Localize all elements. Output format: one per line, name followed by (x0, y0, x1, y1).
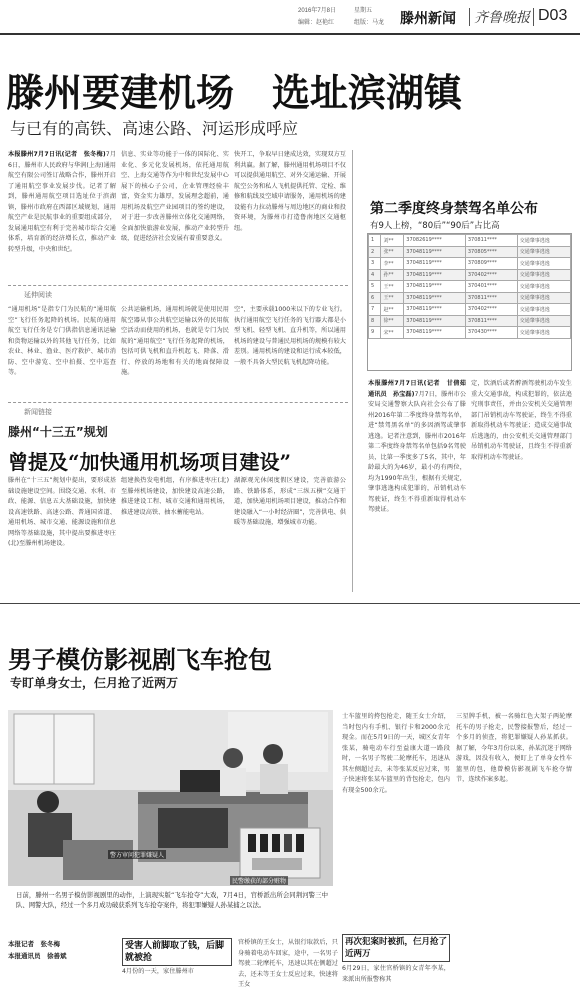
feature-byline-reporter: 本报记者 张冬梅 (8, 940, 60, 948)
header-editor: 编辑：赵艳红 (298, 20, 335, 26)
feature-headline: 男子模仿影视剧飞车抢包 (8, 645, 272, 674)
table-cell-plate: 370430**** (465, 327, 517, 339)
table-cell-reason: 交通肇事逃逸 (517, 258, 570, 270)
table-cell-name: 王** (381, 281, 404, 293)
feature-byline-correspondent: 本报通讯员 徐善斌 (8, 952, 67, 960)
table-row (369, 269, 571, 281)
table-cell-n: 3 (369, 258, 381, 270)
table-cell-n: 4 (369, 269, 381, 281)
lead-subhead: 与已有的高铁、高速公路、河运形成呼应 (10, 119, 299, 138)
table-cell-id: 37048119**** (404, 269, 466, 281)
reading-col1: “通用机场”是指专门为民航的“通用航空”飞行任务起降的机场。民航的通用航空飞行任务是专门供指信息通讯运输和货物运输以外的其他飞行任务，比如农业、林业、渔业、医疗救护、城市消防、空中游览、空中拍摄、空中巡查等。 (8, 306, 116, 376)
table-cell-name: 徐** (381, 315, 404, 327)
newslink-col2: 组建换热发电机组，有序推进枣庄(北)至滕州机场建设，加快建设高速公路，推进建设工程、城市交通和通用机场，推进建设高铁、抽水蓄能电站。 (121, 477, 229, 516)
ranking-table (367, 233, 572, 371)
table-cell-name: 张** (381, 246, 404, 258)
ranking-col2: 定，饮酒后或者醉酒驾驶机动车发生重大交通事故，构成犯罪的，依法追究刑事责任，并由公安机关交通管理部门吊销机动车驾驶证，终生不得重新取得机动车驾驶证；造成交通事故后逃逸的，由公安机关交通管理部门吊销机动车驾驶证，且终生不得重新取得机动车驾驶证。 (471, 380, 572, 461)
table-cell-reason: 交通肇事逃逸 (517, 269, 570, 281)
table-row (369, 281, 571, 293)
feature-subhead: 专盯单身女士，仨月抢了近两万 (10, 676, 179, 690)
table-cell-name: 宋** (381, 327, 404, 339)
header-date: 2016年7月8日 (298, 8, 337, 14)
table-cell-id: 37048119**** (404, 304, 466, 316)
table-cell-plate: 370402**** (465, 269, 517, 281)
table-cell-name: 赵** (381, 304, 404, 316)
table-cell-reason: 交通肇事逃逸 (517, 304, 570, 316)
lead-col2: 信息、实业等功能于一体的国际化、实业化、多元化发展机场，依托通用航空、上海交通等作为中和世纪发展中心展下的核心子公司，企业管理经验丰富，资金实力雄厚，发展理念超前，通用机场及航空产业园项目的签约建设，对于进一步改善滕州立体化交通网络，全面加快旅游业发展，推动产业转型升级，促进经济社会发展有着重要意义。 (121, 151, 229, 242)
reading-col3: 空”，主要承载1000米以下的专业飞行。执行通用航空飞行任务的飞行器大都是小型飞机、轻型飞机、直升机等，所以通用机场的建设与普通民用机场的规模有较大差别。通用机场的建设和运行成本较低，一般不具备大型民航飞机起降功能。 (234, 306, 346, 366)
header-weekday: 星期五 (354, 8, 373, 14)
table-cell-n: 6 (369, 292, 381, 304)
box2-text: 6月29日，家住官桥镇的女青年李某，来派出所报警称其 (342, 965, 450, 983)
photo-caption-left: 警方审问犯罪嫌疑人 (110, 852, 165, 859)
box1-title: 受害人前脚取了钱，后脚就被抢 (122, 938, 232, 966)
newslink-headline: 曾提及“加快通用机场项目建设” (8, 450, 292, 474)
table-cell-name: 孙** (381, 269, 404, 281)
table-cell-plate: 370401**** (465, 281, 517, 293)
reading-col2: 公共运输机场，通用机场就是使用民用航空器从事公共航空运输以外的民用航空活动而使用的机场，也就是专门为民航的“通用航空”飞行任务起降的机场，包括可供飞机和直升机起飞、降落、滑行、停放的场地和有关的地面保障设施。 (121, 306, 229, 376)
table-cell-reason: 交通肇事逃逸 (517, 327, 570, 339)
table-cell-n: 9 (369, 327, 381, 339)
newslink-col3: 湖源观光休闲度假区建设，完善旅游公路、铁路体系，形成“三纵五横”交通干道，加快通用机场项目建设，推动合作和建设融入“一小时经济圈”，完善供电、供暖等基础设施，增强城市功能。 (234, 477, 346, 526)
header-paper-logo: 齐鲁晚报 (474, 10, 530, 26)
feature-photo-illustration (8, 710, 333, 886)
lead-col1 (8, 150, 116, 277)
table-cell-plate: 370805**** (465, 246, 517, 258)
table-cell-n: 8 (369, 315, 381, 327)
table-cell-plate: 370809**** (465, 258, 517, 270)
table-cell-id: 37082619**** (404, 235, 466, 247)
table-cell-plate: 370402**** (465, 304, 517, 316)
table-cell-reason: 交通肇事逃逸 (517, 235, 570, 247)
table-cell-n: 1 (369, 235, 381, 247)
lead-col1-text: 本报滕州7月7日讯(记者 张冬梅)7月6日，滕州市人民政府与华润(上海)通用航空有限公司签订战略合作，滕州开启了通用航空事业发展步伐。记者了解到，滕州通用航空项目选址位于滨湖镇，滕州市政府在西部区域规划，通用航空产业是民航事业的重要组成部分，发展通用航空有利于完善城市综合交通体系，培育新的经济增长点，推动产业转型升级，中央和世纪。 (8, 151, 117, 253)
ranking-col1 (368, 379, 473, 591)
table-cell-id: 37048119**** (404, 246, 466, 258)
feature-photo (8, 710, 333, 886)
ranking-col1-text: 本报滕州7月7日讯(记者 甘倩茹 通讯员 孙宝磊)7月7日，滕州市公安局交通警察大队向社会公布了滕州2016年第二季度终身禁驾名单，进“禁驾黑名单”的多因酒驾或肇事逃逸。记者注意到，滕州市2016年第二季度终身禁驾名单包括9名驾驶员，比第一季度多了5名，其中，年龄最大的为46岁，最小的有两位，均为1990年出生，根据有关规定，肇事逃逸构成犯罪的，吊销机动车驾驶证，终生不得重新取得机动车驾驶证。 (368, 380, 473, 513)
ranking-subhead: 有9人上榜，“80后”“90后”占比高 (370, 221, 500, 231)
table-cell-plate: 370811**** (465, 235, 517, 247)
table-cell-reason: 交通肇事逃逸 (517, 246, 570, 258)
reading-tag: 延伸阅读 (24, 291, 52, 299)
table-row (369, 304, 571, 316)
table-cell-n: 5 (369, 281, 381, 293)
table-row (369, 246, 571, 258)
photo-caption-right: 民警缴获的部分赃物 (232, 878, 287, 885)
table-cell-id: 37048119**** (404, 258, 466, 270)
table-cell-id: 37048119**** (404, 292, 466, 304)
table-cell-id: 37048119**** (404, 327, 466, 339)
table-cell-id: 37048119**** (404, 281, 466, 293)
table-cell-name: 刘** (381, 235, 404, 247)
table-row (369, 327, 571, 339)
table-row (369, 292, 571, 304)
feature-photo-description: 日前，滕州一名男子模仿影视剧里的动作，上演现实版“飞车抢夺”大戏，7月4日，官桥派出所会同荆河警三中队、网警大队，经过一个多月成功破获系列飞车抢夺案件，将犯罪嫌疑人孙某捕之以法。 (16, 891, 328, 909)
box1-text: 4月份的一天，家住滕州市 (122, 968, 194, 975)
feature-col-c: 三星牌手机，被一名骑红色大架子两轮摩托车的男子抢走，民警接报警后，经过一个多月的侦查，将犯罪嫌疑人孙某抓获。据了解，今年3月份以来，孙某沉迷于网络游戏，因没有收入，便盯上了单身女性车篮里的包，他曾模仿影视剧飞车抢夺情节，连续作案多起。 (456, 713, 572, 783)
header-rule (0, 33, 580, 35)
feature-col-a: 官桥镇的王女士，从银行取款后，只身骑着电动车回家，途中，一名男子驾驶二轮摩托车，迅速以其在侧超过去，还未等王女士反应过来，快速将王女 (238, 939, 338, 988)
header-page-number: D03 (538, 7, 568, 24)
table-cell-reason: 交通肇事逃逸 (517, 292, 570, 304)
newslink-tag: 新闻链接 (24, 408, 52, 416)
table-cell-name: 李** (381, 258, 404, 270)
box2-title: 再次犯案时被抓，仨月抢了近两万 (342, 934, 450, 962)
table-cell-name: 王** (381, 292, 404, 304)
table-cell-reason: 交通肇事逃逸 (517, 315, 570, 327)
feature-col-b: 士车篮里的挎包抢走，随王女士介绍，当时包内有手机、银行卡和2000余元现金。而在5月9日的一天，城区女青年张某，骑电动车行至益康大道一路段时，一名男子驾驶二轮摩托车，迅速从其左侧超过去，未等张某反应过来，男子快速将张某车篮里的背包抢走，包内有现金500余元。 (342, 713, 450, 794)
table-row (369, 235, 571, 247)
table-cell-n: 7 (369, 304, 381, 316)
table-cell-plate: 370811**** (465, 315, 517, 327)
ranking-headline: 第二季度终身禁驾名单公布 (370, 201, 538, 217)
table-cell-plate: 370811**** (465, 292, 517, 304)
table-cell-reason: 交通肇事逃逸 (517, 281, 570, 293)
table-cell-n: 2 (369, 246, 381, 258)
table-cell-id: 37048119**** (404, 315, 466, 327)
table-row (369, 315, 571, 327)
lead-headline: 滕州要建机场 选址滨湖镇 (6, 70, 463, 115)
header-section: 滕州新闻 (400, 11, 456, 27)
header-layout: 组版：马龙 (354, 20, 385, 26)
table-row (369, 258, 571, 270)
newslink-col1: 滕州在“十三五”规划中提出，要形成基础设施建设空间。围绕交通、水利、市政、能源、信息五大基础设施，加快建设高速铁路、高速公路、普通国省道、通用机场、城市交通、能源设施和信息网络等基础设施，其中提出要推进枣庄(北)至滕州机场建设。 (8, 477, 116, 547)
newslink-kicker: 滕州“十三五”规划 (8, 425, 108, 439)
lead-col3: 快开工，争取早日建成达效，实现双方互利共赢。据了解，滕州通用机场项目不仅可以提供通用航空、对外交通运输、开展航空公务和私人飞机提供托管、定检、维修和航线及空域申请服务，通用机场的建设能有力拉动滕州与周边地区的商业和投资环境，为滕州市打造鲁南地区交通枢纽。 (234, 151, 346, 232)
